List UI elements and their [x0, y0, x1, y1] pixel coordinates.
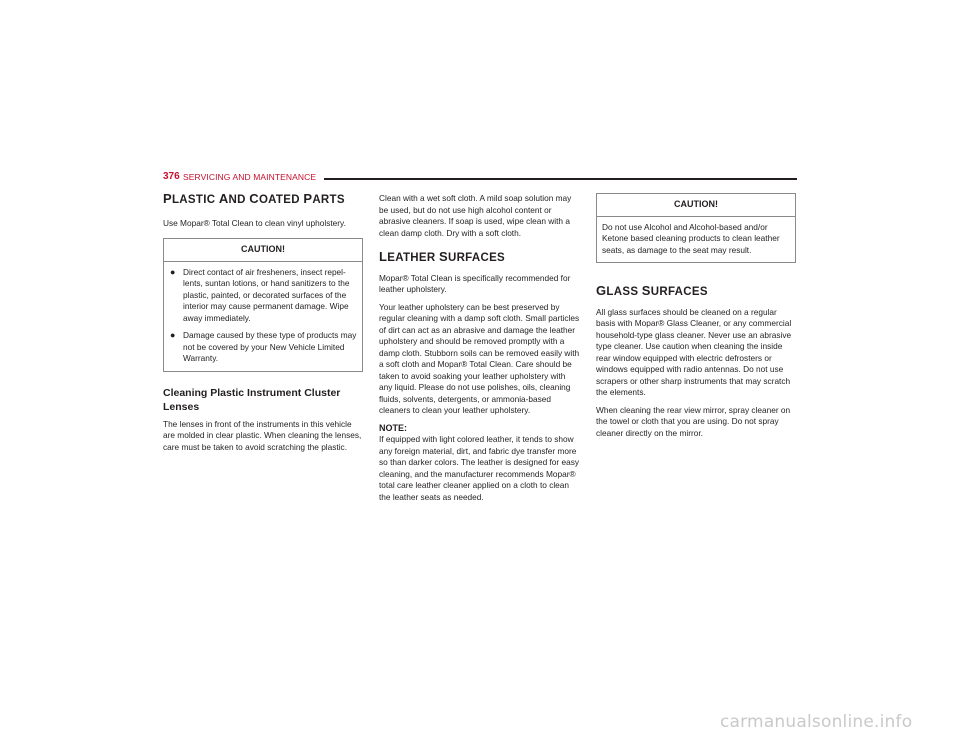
note-text: If equipped with light colored leather, it tends to show any foreign material, dirt, and fabric dye transfer more so than darker colors. The leather is designed for easy cleaning, and the manufacturer recommends Mopar® total care leather cleaner applied on a cloth to clean the leather seats as needed. — [379, 434, 580, 502]
caution-body: Do not use Alcohol and Alcohol-based and/or Ketone based cleaning products to clean leather seats, as damage to the seat may result. — [602, 221, 780, 255]
caution-item: ● Direct contact of air fresheners, insect repellents, suntan lotions, or hand sanitizers to the plastic, painted, or decorated surfaces of the interior may cause permanent damage. Wipe away immediately. — [170, 266, 350, 323]
glass-p1: All glass surfaces should be cleaned on a regular basis with Mopar® Glass Cleaner, or any commercial household-type glass cleaner. Never use an abrasive type cleaner. Use caution when cleaning the inside rear window equipped with electric defrosters or windows equipped with radio antennas. Do not use scrapers or other sharp instruments that may scratch the elements. — [596, 306, 792, 397]
bullet-icon: ● — [170, 266, 176, 277]
glass-p2: When cleaning the rear view mirror, spray cleaner on the towel or cloth that you are using. Do not spray cleaner directly on the mirror. — [596, 404, 791, 438]
caution-title: CAUTION! — [597, 194, 795, 217]
header-rule — [324, 178, 797, 180]
leather-p2: Your leather upholstery can be best preserved by regular cleaning with a damp soft cloth. Small particles of dirt can act as an abrasive and damage the leather upholstery and should be removed promptly with a damp cloth. Stubborn soils can be removed easily with a soft cloth and Mopar® Total Clean. Care should be taken to avoid soaking your leather upholstery with any liquid. Please do not use polishes, oils, cleaning fluids, solvents, detergents, or ammonia-based cleaners to clean your leather upholstery. — [379, 301, 580, 415]
caution-item: ● Damage caused by these type of products may not be covered by your New Vehicle Limited Warranty. — [170, 330, 357, 363]
note-label: NOTE: — [379, 422, 407, 433]
section-title: SERVICING AND MAINTENANCE — [183, 172, 317, 182]
column-1 — [163, 193, 363, 459]
plastic-heading: PLASTIC AND COATED PARTS — [163, 191, 345, 206]
leather-heading: LEATHER SURFACES — [379, 249, 506, 264]
caution-box-plastic — [163, 238, 363, 372]
column-3 — [596, 193, 796, 445]
lenses-continued: Clean with a wet soft cloth. A mild soap solution may be used, but do not use high alcohol content or abrasive cleaners. If soap is used, wipe clean with a clean damp cloth. Dry with a soft cloth. — [379, 193, 572, 238]
page-header — [163, 171, 797, 185]
lenses-text: The lenses in front of the instruments in this vehicle are molded in clear plastic. When cleaning the lenses, care must be taken to avoid scratching the plastic. — [163, 418, 362, 452]
column-2 — [379, 193, 580, 509]
glass-heading: GLASS SURFACES — [596, 283, 708, 298]
bullet-icon: ● — [170, 330, 176, 340]
caution-title: CAUTION! — [164, 239, 362, 262]
plastic-intro: Use Mopar® Total Clean to clean vinyl upholstery. — [163, 217, 346, 228]
leather-p1: Mopar® Total Clean is specifically recommended for leather upholstery. — [379, 272, 571, 294]
caution-body — [164, 262, 362, 371]
watermark: carmanualsonline.info — [720, 712, 913, 732]
page-number: 376 — [163, 171, 180, 182]
caution-box-leather — [596, 193, 796, 263]
lenses-heading: Cleaning Plastic Instrument Cluster Lenses — [163, 386, 341, 413]
